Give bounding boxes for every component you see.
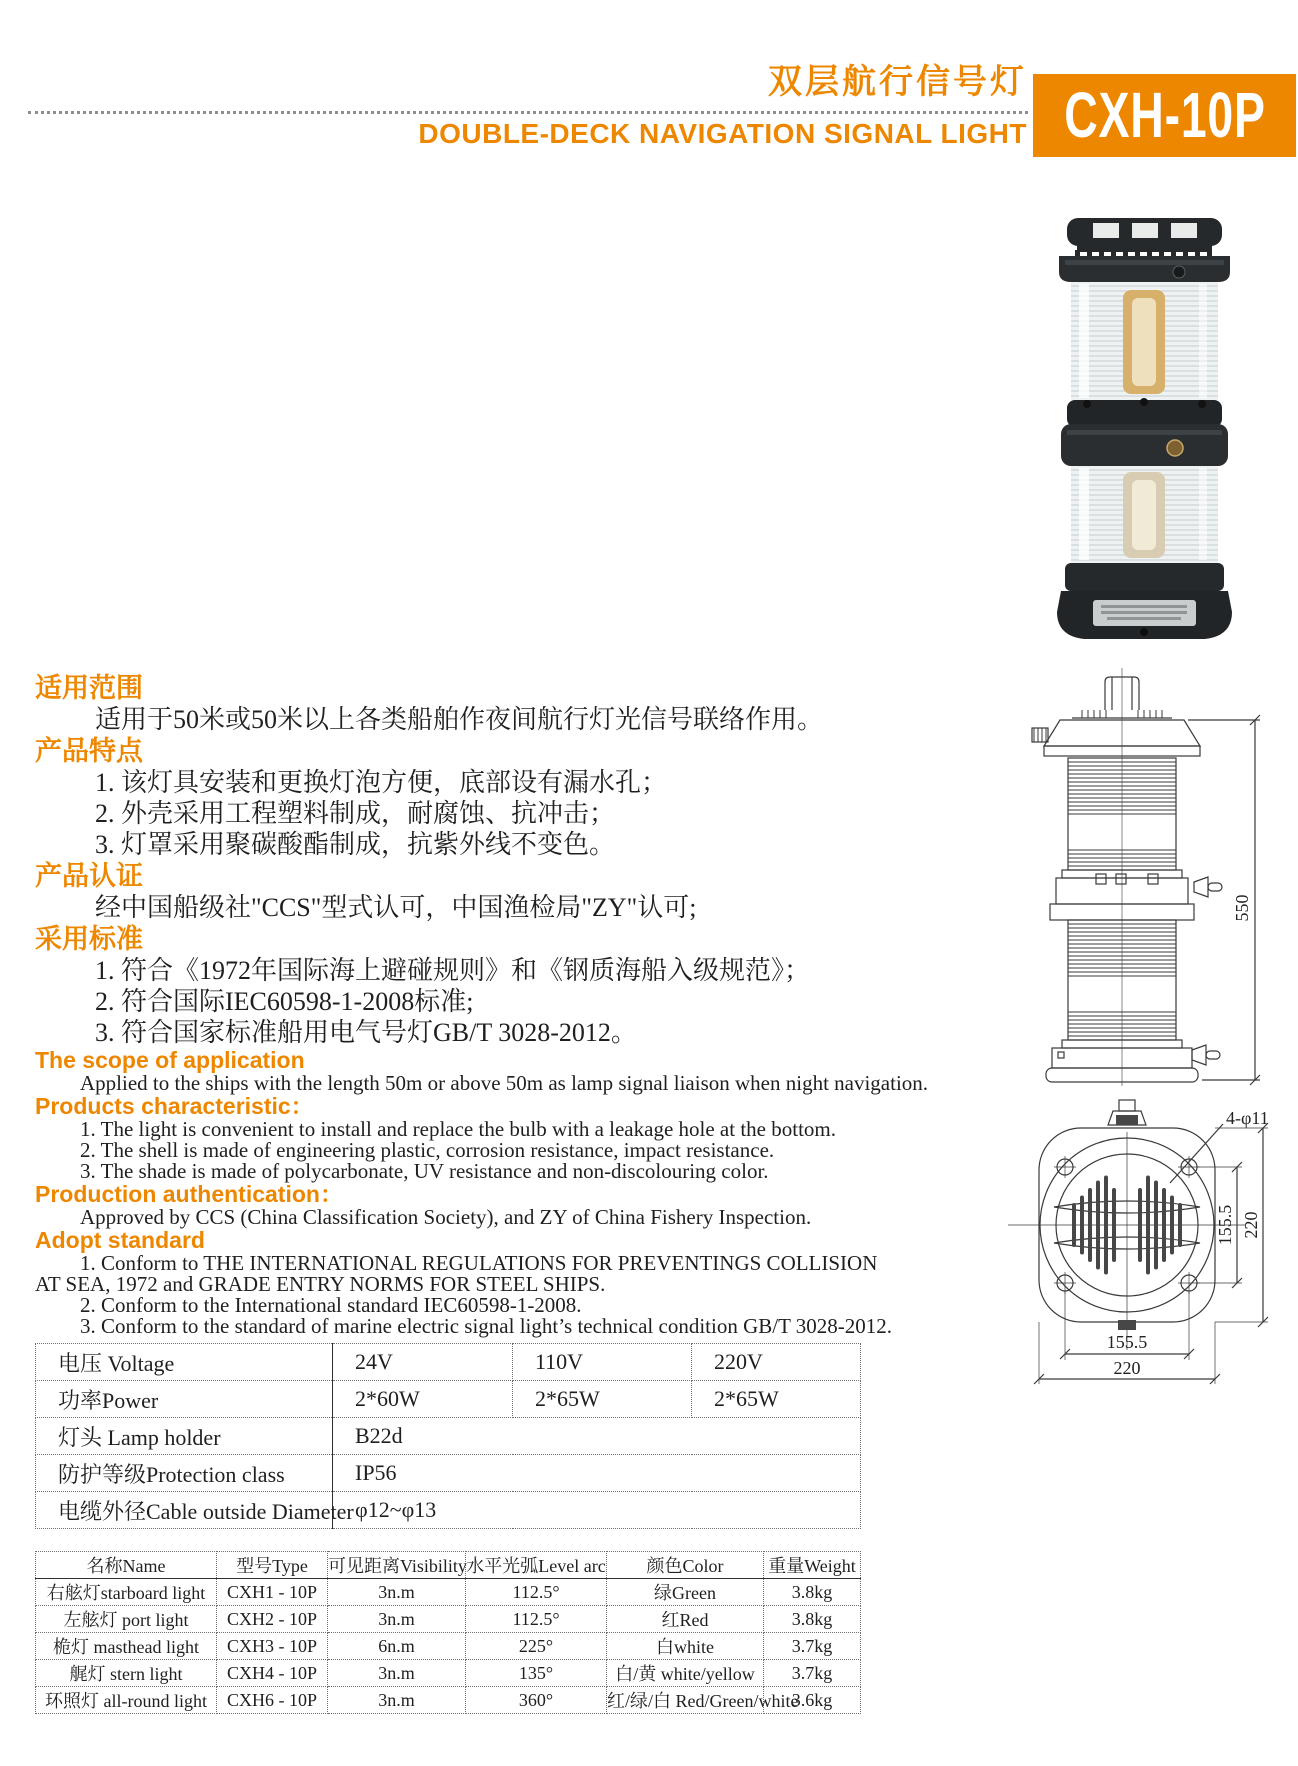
model-number-badge — [1033, 74, 1296, 157]
spec-label: 电缆外径Cable outside Diameter — [36, 1492, 333, 1529]
section-heading: Production authentication： — [35, 1181, 343, 1207]
section-heading: Products characteristic： — [35, 1093, 314, 1119]
model-cell: CXH4 - 10P — [217, 1660, 328, 1687]
model-row — [36, 1660, 861, 1687]
side-view-drawing — [1012, 668, 1272, 1088]
dim-outer-width: 220 — [1113, 1358, 1141, 1378]
section-line: 3. The shade is made of polycarbonate, UV resistance and non-discolouring color. — [80, 1159, 769, 1183]
spec-value: 2*65W — [692, 1381, 861, 1418]
model-cell: 白white — [607, 1633, 764, 1660]
model-table-body — [36, 1579, 861, 1714]
spec-label: 防护等级Protection class — [36, 1455, 333, 1492]
spec-label: 电压 Voltage — [36, 1344, 333, 1381]
model-cell: 红/绿/白 Red/Green/white — [607, 1687, 764, 1714]
model-cell: 桅灯 masthead light — [36, 1633, 217, 1660]
model-cell: 3.8kg — [764, 1606, 861, 1633]
spec-value: B22d — [333, 1418, 861, 1455]
section-line: 2. Conform to the International standard IEC60598-1-2008. — [80, 1293, 582, 1317]
model-cell: CXH2 - 10P — [217, 1606, 328, 1633]
model-col-header: 水平光弧Level arc — [466, 1552, 607, 1579]
dim-outer-height: 220 — [1241, 1211, 1261, 1239]
dim-inner-width: 155.5 — [1106, 1332, 1148, 1352]
model-cell: 白/黄 white/yellow — [607, 1660, 764, 1687]
model-cell: 112.5° — [466, 1579, 607, 1606]
section-line: 2. 符合国际IEC60598-1-2008标准; — [95, 987, 474, 1016]
spec-label: 灯头 Lamp holder — [36, 1418, 333, 1455]
spec-table — [35, 1343, 861, 1529]
model-row — [36, 1687, 861, 1714]
dim-inner-height: 155.5 — [1215, 1204, 1235, 1246]
model-cell: 环照灯 all-round light — [36, 1687, 217, 1714]
model-cell: 3.6kg — [764, 1687, 861, 1714]
model-table-header-row — [36, 1552, 861, 1579]
section-line: 3. Conform to the standard of marine electric signal light’s technical condition GB/T 3028-2012. — [80, 1314, 893, 1338]
section-line: Approved by CCS (China Classification Society), and ZY of China Fishery Inspection. — [80, 1205, 812, 1229]
model-number: CXH-10P — [1063, 79, 1266, 152]
model-cell: CXH6 - 10P — [217, 1687, 328, 1714]
spec-value: φ12~φ13 — [333, 1492, 861, 1529]
model-row — [36, 1633, 861, 1660]
spec-value: 110V — [513, 1344, 692, 1381]
section-line: Applied to the ships with the length 50m or above 50m as lamp signal liaison when night navigation. — [80, 1071, 929, 1095]
section-line: 1. 符合《1972年国际海上避碰规则》和《钢质海船入级规范》； — [95, 956, 811, 985]
model-cell: 3.7kg — [764, 1633, 861, 1660]
model-table — [35, 1551, 861, 1714]
page-title-chinese: 双层航行信号灯 — [768, 63, 1027, 101]
section-heading: 采用标准 — [35, 924, 143, 954]
model-row — [36, 1579, 861, 1606]
model-cell: 红Red — [607, 1606, 764, 1633]
model-cell: 艉灯 stern light — [36, 1660, 217, 1687]
model-cell: 3n.m — [328, 1660, 466, 1687]
section-heading: 适用范围 — [35, 673, 143, 703]
spec-value: 24V — [333, 1344, 513, 1381]
spec-row — [36, 1381, 861, 1418]
model-cell: 3n.m — [328, 1579, 466, 1606]
section-line: 2. The shell is made of engineering plastic, corrosion resistance, impact resistance. — [80, 1138, 775, 1162]
section-line: 1. Conform to THE INTERNATIONAL REGULATIONS FOR PREVENTINGS COLLISION — [80, 1251, 878, 1275]
section-line: 1. 该灯具安装和更换灯泡方便，底部设有漏水孔； — [95, 768, 668, 797]
section-line: 适用于50米或50米以上各类船舶作夜间航行灯光信号联络作用。 — [95, 705, 824, 734]
section-heading: Adopt standard — [35, 1227, 205, 1253]
model-cell: CXH1 - 10P — [217, 1579, 328, 1606]
model-col-header: 型号Type — [217, 1552, 328, 1579]
section-heading: 产品特点 — [35, 736, 143, 766]
model-cell: 右舷灯starboard light — [36, 1579, 217, 1606]
spec-value: IP56 — [333, 1455, 861, 1492]
model-col-header: 可见距离Visibility — [328, 1552, 466, 1579]
model-cell: 3n.m — [328, 1606, 466, 1633]
model-cell: 225° — [466, 1633, 607, 1660]
spec-row — [36, 1418, 861, 1455]
model-cell: 112.5° — [466, 1606, 607, 1633]
model-cell: 135° — [466, 1660, 607, 1687]
spec-value: 2*60W — [333, 1381, 513, 1418]
section-line: 经中国船级社"CCS"型式认可，中国渔检局"ZY"认可; — [95, 893, 697, 922]
section-heading: The scope of application — [35, 1047, 305, 1073]
dim-550: 550 — [1232, 894, 1252, 922]
header-dotted-rule — [28, 111, 1028, 114]
section-line: 3. 灯罩采用聚碳酸酯制成，抗紫外线不变色。 — [95, 830, 616, 859]
spec-value: 220V — [692, 1344, 861, 1381]
model-row — [36, 1606, 861, 1633]
product-photo — [1057, 212, 1232, 647]
model-cell: 3.7kg — [764, 1660, 861, 1687]
model-col-header: 重量Weight — [764, 1552, 861, 1579]
section-line: 1. The light is convenient to install and replace the bulb with a leakage hole at the bottom. — [80, 1117, 836, 1141]
model-cell: 6n.m — [328, 1633, 466, 1660]
page-title-english: DOUBLE-DECK NAVIGATION SIGNAL LIGHT — [418, 118, 1027, 149]
dim-holes-label: 4-φ11 — [1226, 1108, 1269, 1128]
model-cell: 左舷灯 port light — [36, 1606, 217, 1633]
spec-row — [36, 1492, 861, 1529]
content-sections — [35, 672, 929, 1338]
section-line: 3. 符合国家标准船用电气号灯GB/T 3028-2012。 — [95, 1018, 637, 1047]
section-line: 2. 外壳采用工程塑料制成，耐腐蚀、抗冲击； — [95, 799, 616, 828]
section-heading: 产品认证 — [35, 861, 143, 891]
spec-row — [36, 1344, 861, 1381]
spec-table-body — [36, 1344, 861, 1529]
spec-label: 功率Power — [36, 1381, 333, 1418]
spec-row — [36, 1455, 861, 1492]
model-cell: 360° — [466, 1687, 607, 1714]
model-cell: 绿Green — [607, 1579, 764, 1606]
section-line: AT SEA, 1972 and GRADE ENTRY NORMS FOR STEEL SHIPS. — [35, 1272, 606, 1296]
model-cell: CXH3 - 10P — [217, 1633, 328, 1660]
model-col-header: 颜色Color — [607, 1552, 764, 1579]
spec-value: 2*65W — [513, 1381, 692, 1418]
model-cell: 3n.m — [328, 1687, 466, 1714]
model-cell: 3.8kg — [764, 1579, 861, 1606]
model-col-header: 名称Name — [36, 1552, 217, 1579]
bottom-view-drawing — [988, 1098, 1288, 1398]
